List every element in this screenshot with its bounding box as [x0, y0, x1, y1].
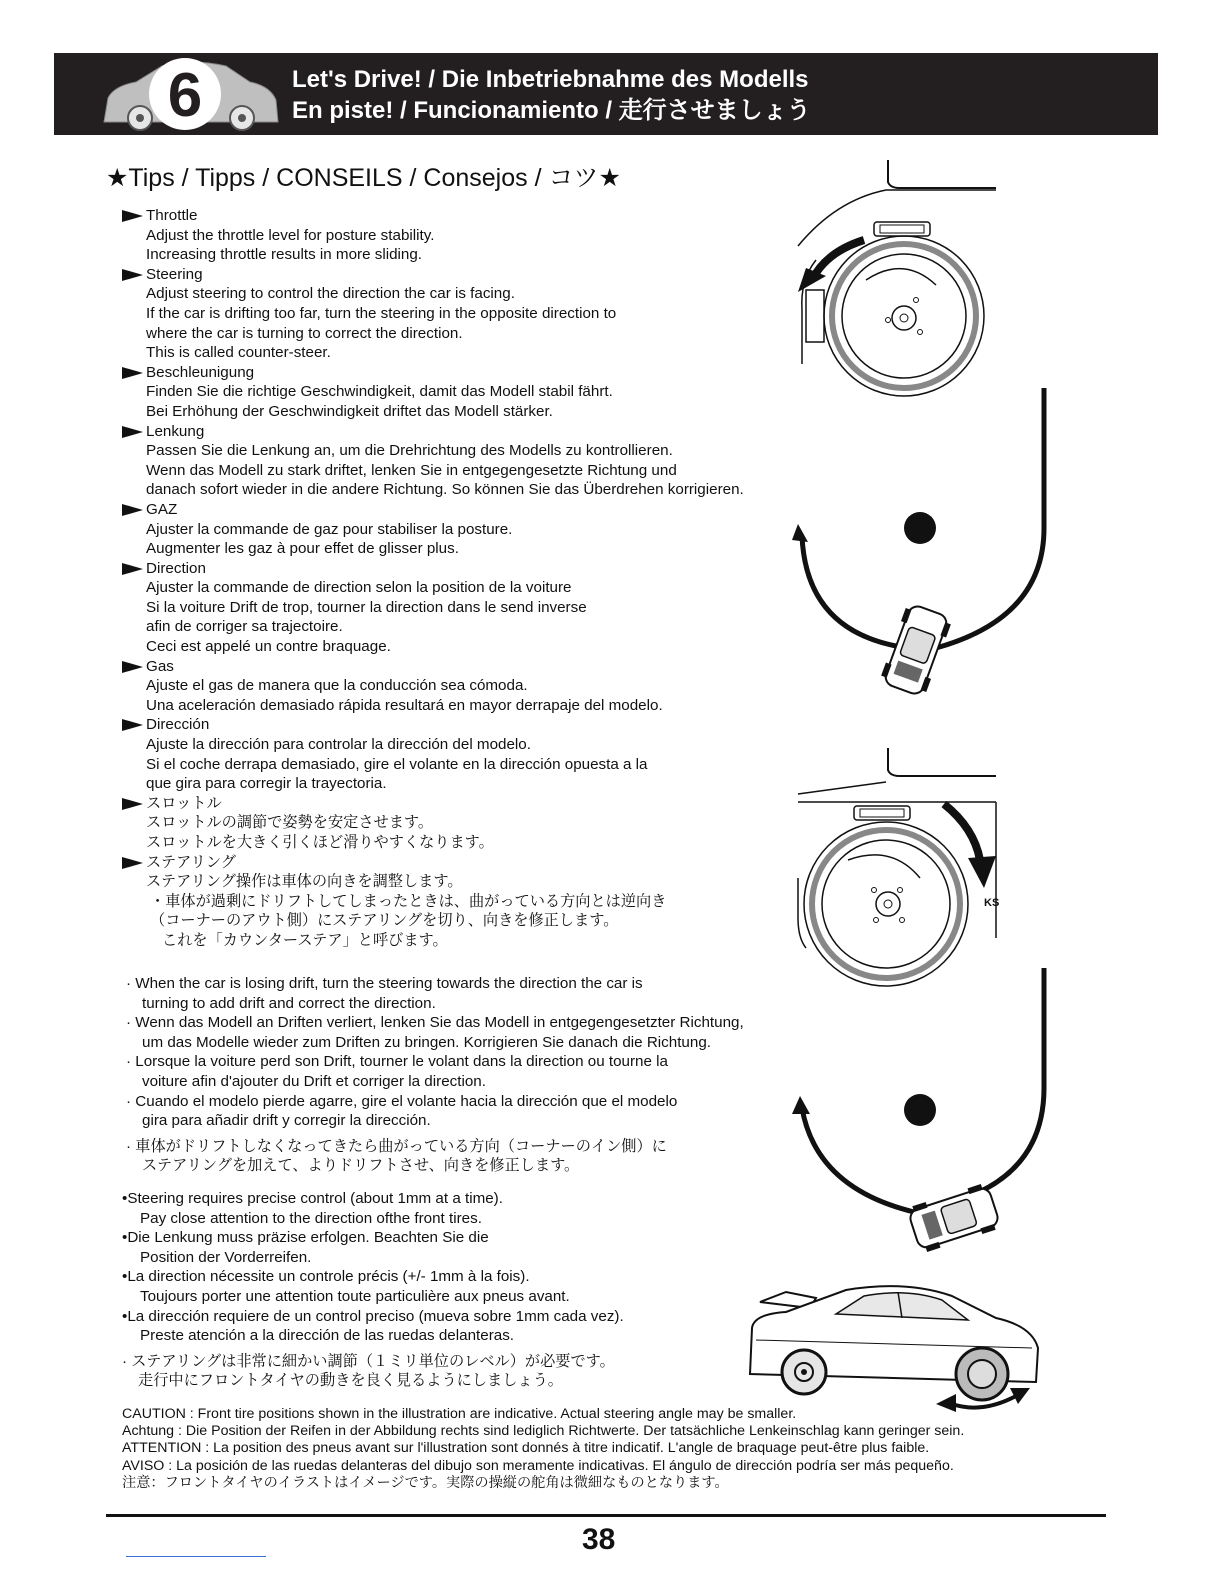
- triangle-bullet-icon: [122, 719, 143, 731]
- triangle-bullet-icon: [122, 426, 143, 438]
- rc-car-top-icon: [879, 602, 953, 697]
- tip-line: これを「カウンターステア」と呼びます。: [162, 931, 448, 949]
- bullet-line: turning to add drift and correct the direction.: [142, 994, 436, 1012]
- triangle-bullet-icon: [122, 210, 143, 222]
- bullet-line: 走行中にフロントタイヤの動きを良く見るようにしましょう。: [138, 1372, 563, 1390]
- tip-line: ステアリング操作は車体の向きを調整します。: [146, 873, 463, 891]
- bullet-line: · Cuando el modelo pierde agarre, gire el volante hacia la dirección que el modelo: [126, 1092, 678, 1110]
- tip-steering-fr: Direction: [122, 559, 744, 579]
- header-title-line2: En piste! / Funcionamiento / 走行させましょう: [292, 97, 811, 124]
- tip-steering-ja: ステアリング: [122, 853, 744, 873]
- ks-badge: KS: [984, 897, 1000, 909]
- page-number: 38: [582, 1523, 616, 1556]
- tip-line: Adjust the throttle level for posture stability.: [146, 226, 435, 244]
- drift-track-illustration-bottom: [786, 968, 1056, 1258]
- triangle-bullet-icon: [122, 857, 143, 869]
- tip-line: Finden Sie die richtige Geschwindigkeit, damit das Modell stabil fährt.: [146, 383, 613, 401]
- triangle-bullet-icon: [122, 504, 143, 516]
- step-number: 6: [167, 61, 203, 130]
- bullet-line: · Lorsque la voiture perd son Drift, tourner le volant dans la direction ou tourne la: [126, 1053, 668, 1071]
- tip-line: Si el coche derrapa demasiado, gire el volante en la dirección opuesta a la: [146, 755, 648, 773]
- caution-line: ATTENTION : La position des pneus avant sur l'illustration sont donnés à titre indicatif. L'angle de braquage peut-être plus faible.: [122, 1440, 930, 1457]
- bullet-line: um das Modelle wieder zum Driften zu bringen. Korrigieren Sie danach die Richtung.: [142, 1033, 711, 1051]
- tip-throttle-es: Gas: [122, 657, 744, 677]
- bullet-line: Pay close attention to the direction ofthe front tires.: [140, 1209, 482, 1227]
- tip-line: If the car is drifting too far, turn the steering in the opposite direction to: [146, 304, 617, 322]
- bullet-line: •Die Lenkung muss präzise erfolgen. Beachten Sie die: [122, 1229, 489, 1247]
- tip-line: afin de corriger sa trajectoire.: [146, 618, 343, 636]
- triangle-bullet-icon: [122, 367, 143, 379]
- rc-car-top-icon: [907, 1182, 1002, 1254]
- triangle-bullet-icon: [122, 661, 143, 673]
- caution-line: AVISO : La posición de las ruedas delanteras del dibujo son meramente indicativas. El ángulo de dirección podría ser más pequeño.: [122, 1457, 954, 1474]
- corner-marker-dot: [904, 512, 936, 544]
- tip-line: スロットルを大きく引くほど滑りやすくなります。: [146, 834, 494, 851]
- tip-line: Wenn das Modell zu stark driftet, lenken Sie in entgegengesetzte Richtung und: [146, 461, 677, 479]
- tip-steering-de: Lenkung: [122, 422, 744, 442]
- tips-heading: ★Tips / Tipps / CONSEILS / Consejos / コツ★: [106, 164, 621, 192]
- triangle-bullet-icon: [122, 563, 143, 575]
- tip-line: Ajuster la commande de gaz pour stabiliser la posture.: [146, 520, 513, 538]
- car-side-view-illustration: [746, 1278, 1046, 1414]
- tip-line: Ajuste la dirección para controlar la dirección del modelo.: [146, 736, 531, 754]
- tip-line: danach sofort wieder in die andere Richtung. So können Sie das Überdrehen korrigieren.: [146, 481, 744, 499]
- tip-line: where the car is turning to correct the direction.: [146, 324, 463, 342]
- tip-line: Una aceleración demasiado rápida resultará en mayor derrapaje del modelo.: [146, 696, 663, 714]
- tip-line: Ceci est appelé un contre braquage.: [146, 638, 391, 656]
- tips-block: [122, 206, 744, 951]
- triangle-bullet-icon: [122, 269, 143, 281]
- triangle-bullet-icon: [122, 798, 143, 810]
- step-car-badge: [100, 56, 280, 132]
- tip-line: Ajuste el gas de manera que la conducción sea cómoda.: [146, 677, 528, 695]
- wheel-arch-illustration-left: [796, 160, 996, 364]
- track-arc-arrow: [802, 1108, 914, 1212]
- tip-throttle-fr: GAZ: [122, 500, 744, 520]
- losing-drift-block: [126, 974, 744, 1176]
- wheel-arch-illustration-right: [796, 748, 1006, 948]
- tip-throttle-de: Beschleunigung: [122, 363, 744, 383]
- bullet-line: gira para añadir drift y corregir la dirección.: [142, 1112, 431, 1130]
- corner-marker-dot: [904, 1094, 936, 1126]
- caution-block: [122, 1406, 964, 1492]
- bullet-line: voiture afin d'ajouter du Drift et corriger la direction.: [142, 1072, 486, 1090]
- header-title: [292, 64, 811, 126]
- tip-line: Adjust steering to control the direction the car is facing.: [146, 285, 515, 303]
- bullet-line: Preste atención a la dirección de las ruedas delanteras.: [140, 1327, 515, 1345]
- footer-link-underline: [126, 1556, 266, 1557]
- footer-divider: [106, 1514, 1106, 1517]
- bullet-line: •La dirección requiere de un control preciso (mueva sobre 1mm cada vez).: [122, 1307, 624, 1325]
- tip-line: スロットルの調節で姿勢を安定させます。: [146, 814, 434, 832]
- tip-line: Passen Sie die Lenkung an, um die Drehrichtung des Modells zu kontrollieren.: [146, 442, 673, 460]
- bullet-line: •Steering requires precise control (about 1mm at a time).: [122, 1190, 503, 1207]
- tip-line: Si la voiture Drift de trop, tourner la direction dans le send inverse: [146, 598, 587, 616]
- precise-control-block: [122, 1189, 624, 1391]
- header-title-line1: Let's Drive! / Die Inbetriebnahme des Modells: [292, 66, 809, 93]
- tip-line: This is called counter-steer.: [146, 344, 331, 362]
- tip-line: Bei Erhöhung der Geschwindigkeit driftet das Modell stärker.: [146, 402, 553, 420]
- bullet-line: · ステアリングは非常に細かい調節（１ミリ単位のレベル）が必要です。: [122, 1352, 615, 1370]
- tip-throttle-en: Throttle: [122, 206, 744, 226]
- bullet-line: · Wenn das Modell an Driften verliert, lenken Sie das Modell in entgegengesetzter Richtung,: [126, 1014, 744, 1032]
- tip-line: Augmenter les gaz à pour effet de glisser plus.: [146, 540, 459, 558]
- bullet-line: · 車体がドリフトしなくなってきたら曲がっている方向（コーナーのイン側）に: [126, 1137, 667, 1155]
- tip-steering-en: Steering: [122, 265, 744, 285]
- bullet-line: Position der Vorderreifen.: [140, 1248, 312, 1266]
- tip-line: Increasing throttle results in more sliding.: [146, 246, 423, 264]
- tip-steering-es: Dirección: [122, 715, 744, 735]
- caution-line: 注意：フロントタイヤのイラストはイメージです。実際の操縦の舵角は微細なものとなります。: [122, 1474, 729, 1491]
- track-arc-arrow: [802, 536, 896, 646]
- tip-line: （コーナーのアウト側）にステアリングを切り、向きを修正します。: [150, 912, 619, 930]
- tip-line: Ajuster la commande de direction selon la position de la voiture: [146, 579, 572, 597]
- bullet-line: •La direction nécessite un controle précis (+/- 1mm à la fois).: [122, 1268, 530, 1286]
- bullet-line: ステアリングを加えて、よりドリフトさせ、向きを修正します。: [142, 1157, 580, 1175]
- tip-throttle-ja: スロットル: [122, 794, 744, 814]
- bullet-line: · When the car is losing drift, turn the steering towards the direction the car is: [126, 975, 643, 992]
- caution-line: CAUTION : Front tire positions shown in the illustration are indicative. Actual steering angle may be smaller.: [122, 1406, 797, 1422]
- drift-track-illustration-top: [786, 388, 1056, 700]
- tip-line: que gira para corregir la trayectoria.: [146, 775, 387, 793]
- bullet-line: Toujours porter une attention toute particulière aux pneus avant.: [140, 1287, 570, 1305]
- caution-line: Achtung : Die Position der Reifen in der Abbildung rechts sind lediglich Richtwerte. Der tatsächliche Lenkeinschlag kann geringer sein.: [122, 1423, 965, 1440]
- tip-line: ・車体が過剰にドリフトしてしまったときは、曲がっている方向とは逆向き: [150, 892, 667, 910]
